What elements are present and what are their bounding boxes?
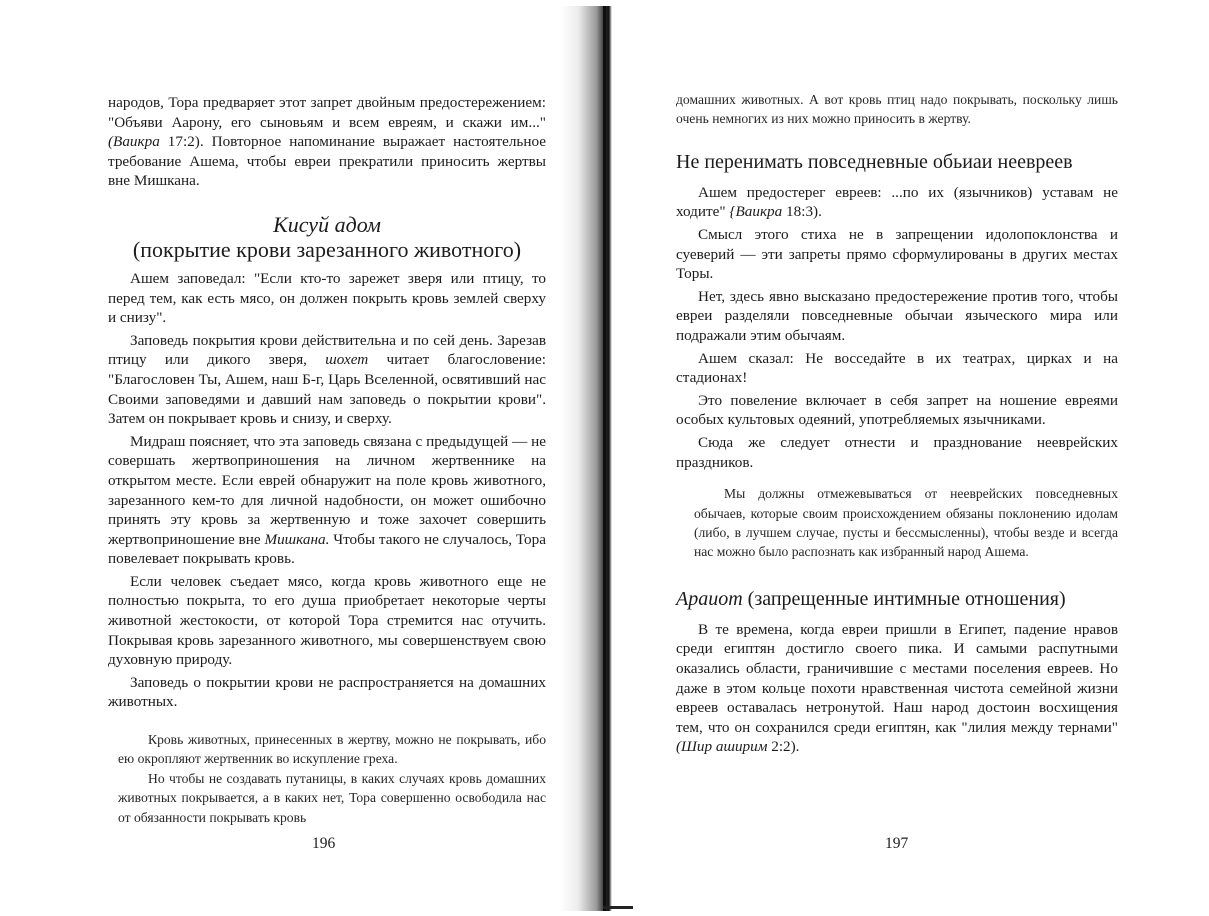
section-heading-customs: Не перенимать повседневные обьиаи неевреев — [676, 150, 1073, 173]
heading-italic: Араиот — [676, 587, 743, 610]
section-subtitle: (покрытие крови зарезанного животного) — [132, 236, 522, 262]
page-number-left: 196 — [312, 835, 336, 852]
paragraph-text: читает благословение: "Благословен Ты, Ашем, наш Б-г, Царь Вселенной, освятивший нас Своими заповедями и давший нам заповедь о покрытии крови". Затем он покрывает кровь и снизу, и сверху. — [108, 351, 546, 428]
section-heading-kisuy-adom — [108, 213, 546, 263]
note-paragraph: домашних животных. А вот кровь птиц надо покрывать, поскольку лишь очень немногих из них можно приносить в жертву. — [676, 92, 1118, 127]
paragraph — [676, 183, 1118, 222]
heading-rest: (запрещенные интимные отношения) — [742, 587, 1066, 610]
reference: {Ваикра — [729, 203, 783, 221]
intro-text-end: 17:2). Повторное напоминание выражает настоятельное требование Ашема, чтобы евреи прекратили приносить жертвы вне Мишкана. — [108, 133, 546, 190]
book-spine-line — [603, 6, 606, 911]
note-block — [694, 484, 1118, 562]
paragraph — [676, 620, 1118, 757]
paragraph: Это повеление включает в себя запрет на ношение евреями особых культовых одеяний, употребляемых язычниками. — [676, 391, 1118, 429]
paragraph: Если человек съедает мясо, когда кровь животного еще не полностью покрыта, то его душа приобретает некоторые черты животной жестокости, от которой Тора стремится нас отучить. Покрывая кровь зарезанного животного, мы совершенствуем свою духовную природу. — [108, 572, 546, 669]
paragraph: Сюда же следует отнести и празднование нееврейских праздников. — [676, 433, 1118, 471]
paragraph-text: Чтобы такого не случалось, Тора повелевает покрывать кровь. — [108, 530, 546, 568]
paragraph — [108, 331, 546, 429]
term-mishkan: Мишкана. — [264, 530, 330, 548]
intro-text: народов, Тора предваряет этот запрет двойным предостережением: "Объяви Аарону, его сыновьям и всем евреям, и скажи им..." — [108, 94, 546, 131]
left-page-text — [108, 93, 546, 827]
term-shochet: шохет — [325, 351, 369, 369]
section-title: Кисуй адом — [273, 211, 381, 237]
paragraph-text: 2:2). — [767, 738, 800, 756]
note-continued — [676, 90, 1118, 129]
paragraph: Смысл этого стиха не в запрещении идолопоклонства и суеверий — эти запреты прямо сформулированы в других местах Торы. — [676, 226, 1118, 283]
note-paragraph: Мы должны отмежевываться от нееврейских повседневных обычаев, которые своим происхождением обязаны поклонению идолам (либо, в лучшем случае, пусты и бессмысленны), чтобы везде и всегда нас можно было распознать как избранный народ Ашема. — [694, 486, 1118, 560]
book-spine-foot — [603, 906, 633, 909]
reference: (Шир аширим — [676, 738, 768, 756]
intro-paragraph — [108, 93, 546, 191]
note-block — [118, 730, 546, 827]
paragraph — [108, 432, 546, 569]
paragraph-text: Мидраш поясняет, что эта заповедь связана с предыдущей — не совершать жертвоприношения на личном жертвеннике на открытом месте. Если еврей обнаружит на поле кровь животного, зарезанного кем-то для личной надобности, он может ошибочно принять эту кровь за жертвенную и тоже захочет совершить жертвоприношение вне — [108, 432, 546, 548]
note-paragraph: Кровь животных, принесенных в жертву, можно не покрывать, ибо ею окропляют жертвенник во искупление греха. — [118, 732, 546, 767]
paragraph-text: 18:3). — [782, 203, 822, 221]
section-heading-arayot — [676, 586, 1118, 612]
intro-reference: (Ваикра — [108, 133, 160, 151]
paragraph-text: Ашем предостерег евреев: ...по их (язычников) уставам не ходите" — [676, 183, 1118, 221]
paragraph-text: Заповедь покрытия крови действительна и по сей день. Зарезав птицу или дикого зверя, — [108, 331, 546, 369]
paragraph: Ашем сказал: Не восседайте в их театрах, цирках и на стадионах! — [676, 349, 1118, 387]
paragraph: Нет, здесь явно высказано предостережение против того, чтобы евреи разделяли повседневные обычаи языческого мира или подражали этим обычаям. — [676, 287, 1118, 344]
paragraph: Заповедь о покрытии крови не распространяется на домашних животных. — [108, 673, 546, 711]
note-paragraph: Но чтобы не создавать путаницы, в каких случаях кровь домашних животных покрывается, а в каких нет, Тора совершенно освободила нас от обязанности покрывать кровь — [118, 770, 546, 825]
right-page-text — [676, 90, 1118, 757]
paragraph: Ашем заповедал: "Если кто-то зарежет зверя или птицу, то перед тем, как есть мясо, он должен покрыть кровь землей сверху и снизу". — [108, 269, 546, 327]
page-number-right: 197 — [885, 835, 909, 852]
paragraph-text: В те времена, когда евреи пришли в Египет, падение нравов среди египтян достигло своего пика. И самыми распутными оказались области, граничившие с местами поселения евреев. Но даже в этом кольце похоти нравственная чистота семейной жизни евреев оставалась нетронутой. Наш народ достоин восхищения тем, что он сохранился среди египтян, как "лилия между тернами" — [676, 620, 1118, 736]
